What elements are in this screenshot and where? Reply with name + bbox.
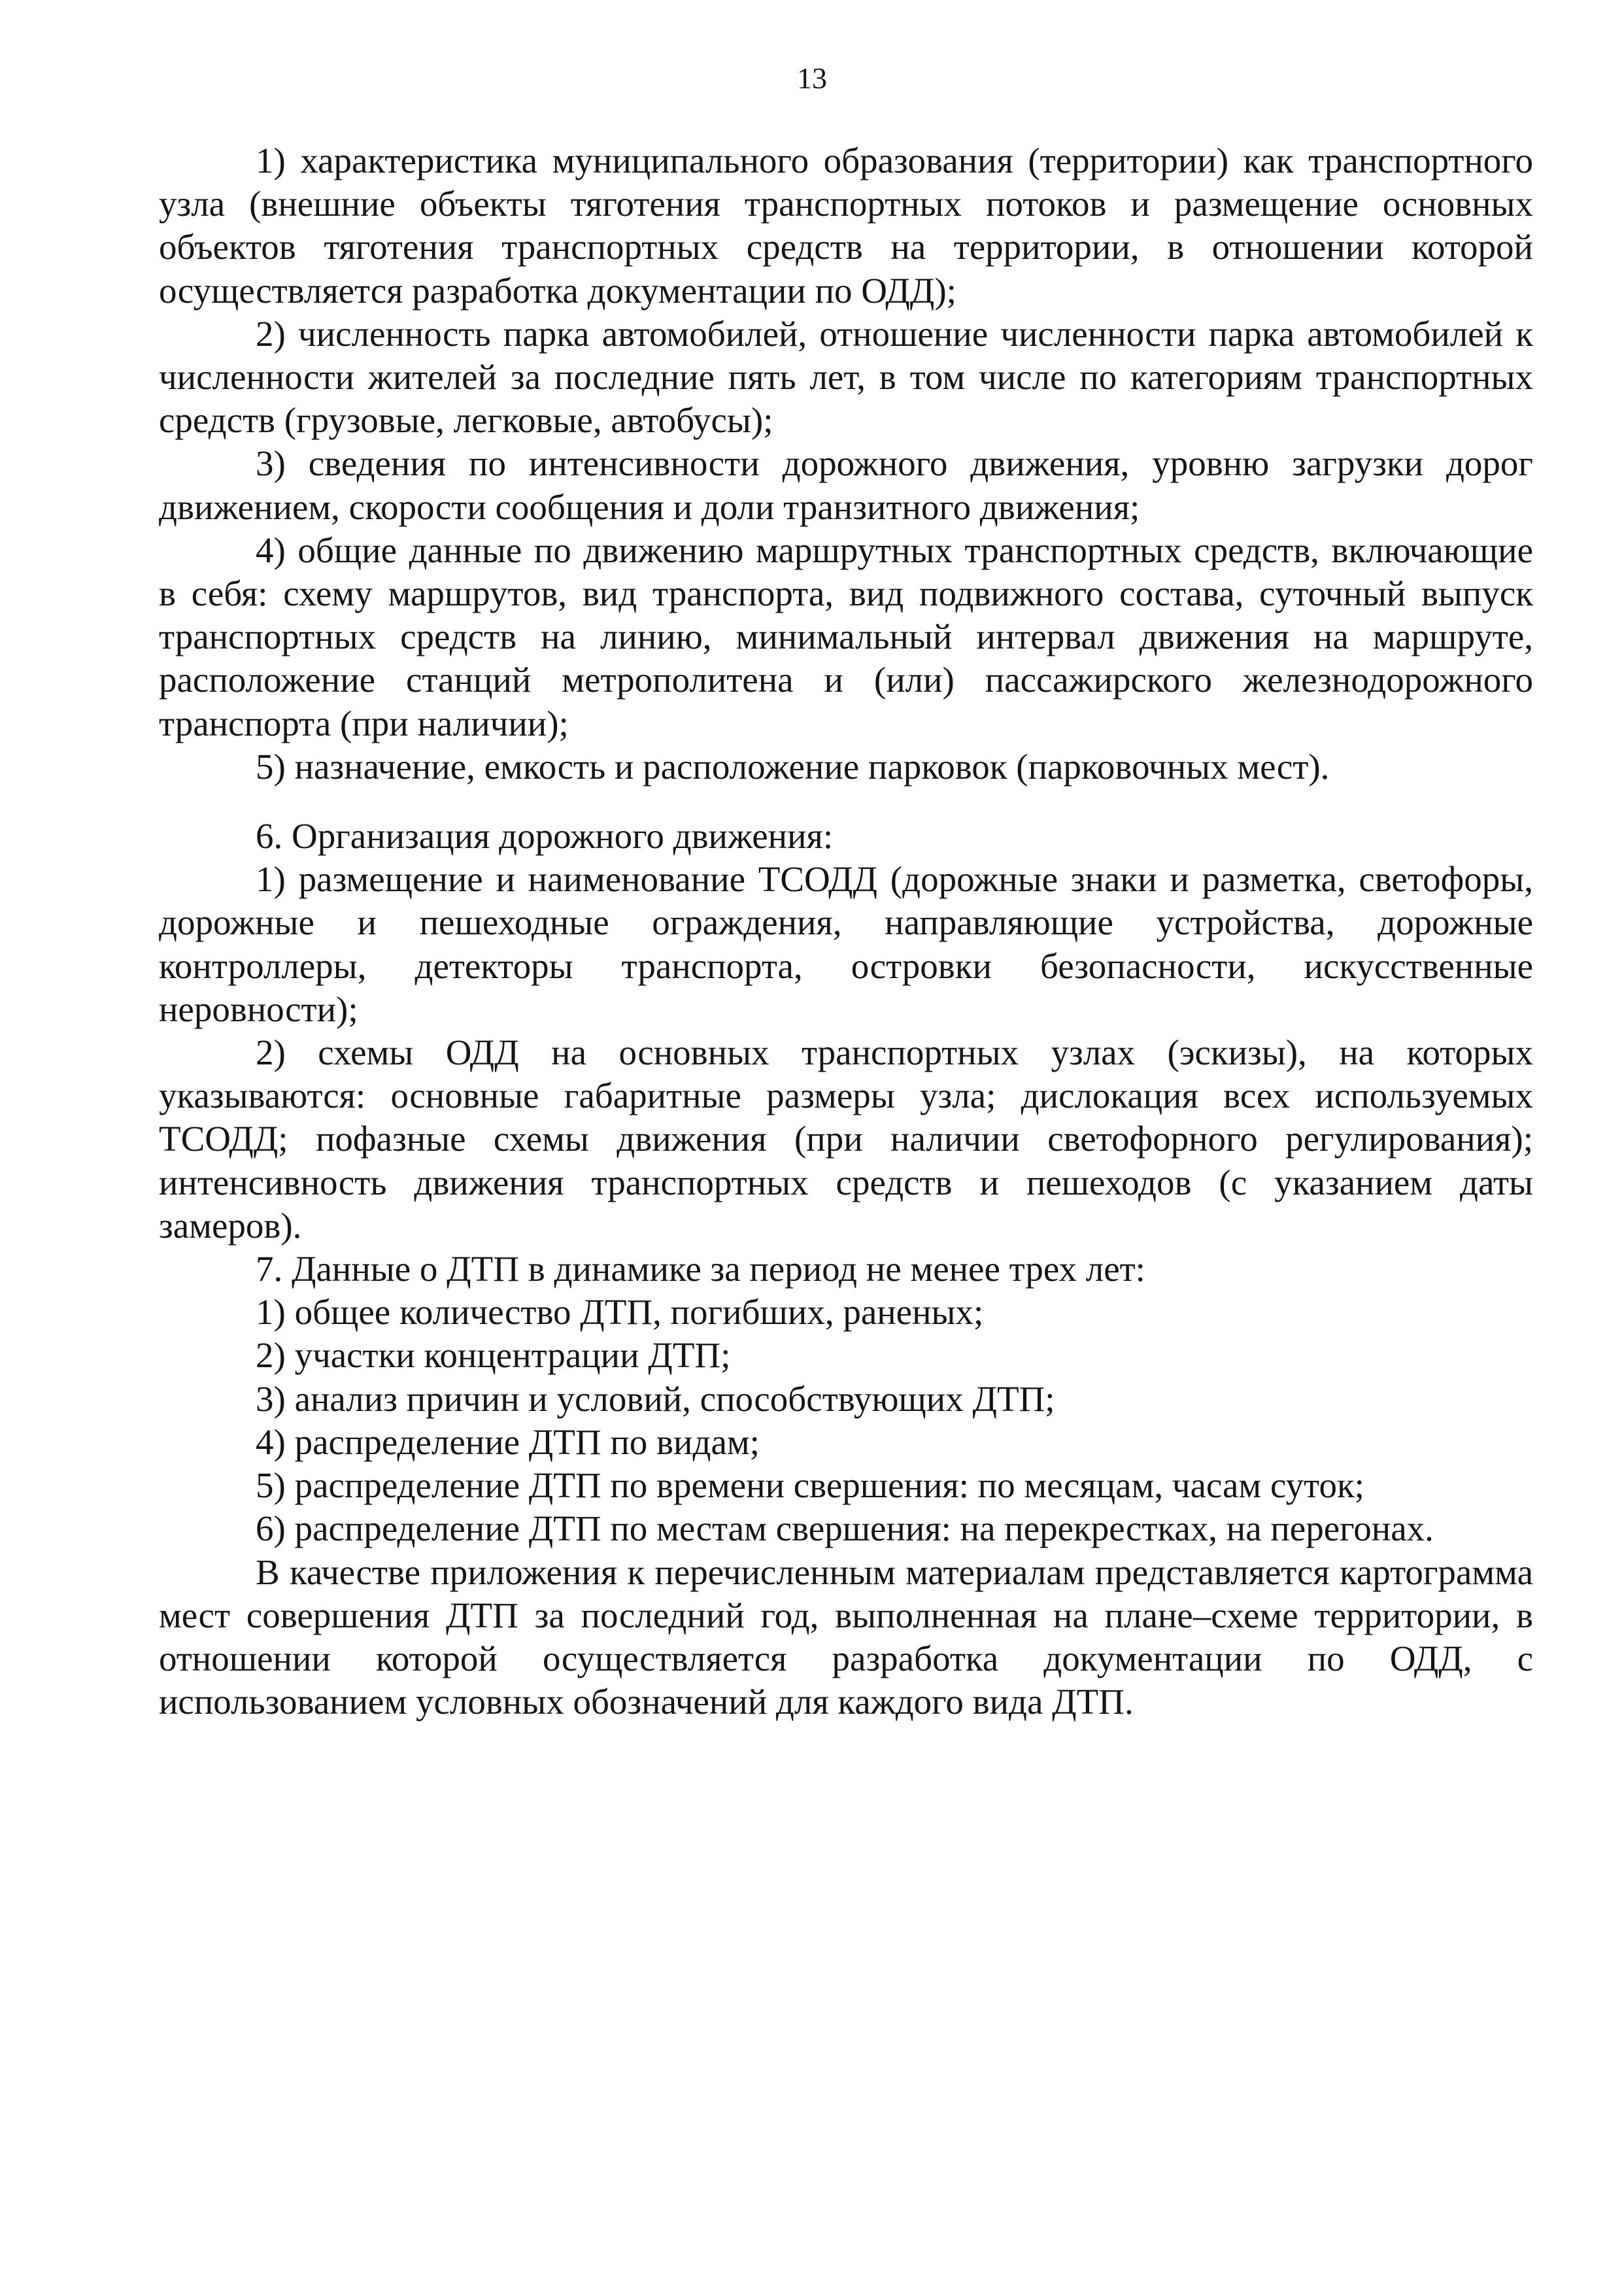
page-number: 13 — [797, 61, 827, 95]
paragraph-item-2-vehicle-fleet: 2) численность парка автомобилей, отношение численности парка автомобилей к численности жителей за последние пять лет, в том числе по категориям транспортных средств (грузовые, легковые, автобусы); — [159, 313, 1533, 441]
paragraph-item-5-parking: 5) назначение, емкость и расположение парковок (парковочных мест). — [256, 746, 1330, 787]
paragraph-section7-item-4: 4) распределение ДТП по видам; — [256, 1421, 760, 1462]
paragraph-section6-item-2: 2) схемы ОДД на основных транспортных узлах (эскизы), на которых указываются: основные габаритные размеры узла; дислокация всех используемых ТСОДД; пофазные схемы движения (при наличии светофорного регулирования); интенсивность движения транспортных средств и пешеходов (с указанием даты замеров). — [159, 1032, 1533, 1246]
section-heading-6: 6. Организация дорожного движения: — [256, 816, 834, 857]
paragraph-section7-item-5: 5) распределение ДТП по времени свершения: по месяцам, часам суток; — [256, 1465, 1364, 1506]
paragraph-section7-item-3: 3) анализ причин и условий, способствующих ДТП; — [256, 1378, 1055, 1419]
paragraph-appendix-cartogram: В качестве приложения к перечисленным материалам представляется картограмма мест совершения ДТП за последний год, выполненная на плане–схеме территории, в отношении которой осуществляется разработка документации по ОДД, с использованием условных обозначений для каждого вида ДТП. — [159, 1552, 1533, 1722]
section-heading-7: 7. Данные о ДТП в динамике за период не менее трех лет: — [256, 1249, 1145, 1289]
paragraph-item-3-traffic-intensity: 3) сведения по интенсивности дорожного движения, уровню загрузки дорог движением, скорости сообщения и доли транзитного движения; — [159, 443, 1533, 527]
paragraph-item-1-territory: 1) характеристика муниципального образования (территории) как транспортного узла (внешние объекты тяготения транспортных потоков и размещение основных объектов тяготения транспортных средств на территории, в отношении которой осуществляется разработка документации по ОДД); — [159, 141, 1533, 311]
paragraph-section6-item-1: 1) размещение и наименование ТСОДД (дорожные знаки и разметка, светофоры, дорожные и пешеходные ограждения, направляющие устройства, дорожные контроллеры, детекторы транспорта, островки безопасности, искусственные неровности); — [159, 859, 1533, 1029]
paragraph-section7-item-2: 2) участки концентрации ДТП; — [256, 1335, 731, 1376]
document-body — [159, 139, 1533, 1724]
paragraph-section7-item-6: 6) распределение ДТП по местам свершения: на перекрестках, на перегонах. — [256, 1508, 1434, 1549]
paragraph-section7-item-1: 1) общее количество ДТП, погибших, раненых; — [256, 1292, 984, 1333]
paragraph-item-4-route-transport: 4) общие данные по движению маршрутных транспортных средств, включающие в себя: схему маршрутов, вид транспорта, вид подвижного состава, суточный выпуск транспортных средств на линию, минимальный интервал движения на маршруте, расположение станций метрополитена и (или) пассажирского железнодорожного транспорта (при наличии); — [159, 530, 1533, 743]
